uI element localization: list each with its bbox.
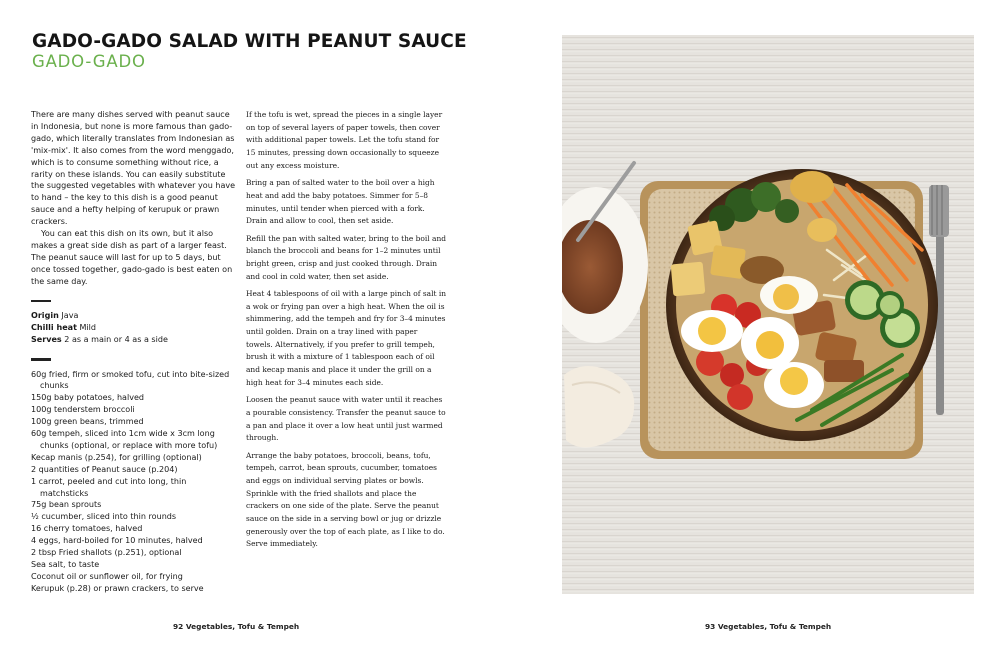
method-step: Bring a pan of salted water to the boil over a high heat and add the baby potatoes. Simmer for 5–8 minutes, until tender when pierced with a fork. Drain and allow to cool, then set aside. [246, 178, 435, 226]
section-divider [31, 358, 51, 361]
method-step: Arrange the baby potatoes, broccoli, beans, tofu, tempeh, carrot, bean sprouts, cucumber, tomatoes and eggs on individual serving plates or bowls. Sprinkle with the fried shallots and place the crackers on one side of the plate. Serve the peanut sauce on the side in a serving bowl or jug or drizzle generously over the top of each plate, as I like to do. Serve immediately. [246, 450, 445, 549]
ingredient-item: 75g bean sprouts [31, 500, 102, 510]
method-step: Refill the pan with salted water, bring to the boil and blanch the broccoli and beans for 1–2 minutes until bright green, crisp and just cooked through. Drain and cool in cold water, then set aside. [246, 233, 446, 281]
gado-gado-bowl-illustration [562, 35, 974, 594]
ingredient-item: Sea salt, to taste [31, 560, 100, 569]
intro-column [31, 109, 236, 595]
meta-origin-value: Java [61, 311, 79, 321]
recipe-subtitle: GADO-GADO [32, 52, 146, 71]
method-step: Heat 4 tablespoons of oil with a large pinch of salt in a wok or frying pan over a high heat. When the oil is shimmering, add the tempeh and fry for 3–4 minutes until golden. Drain on a tray lined with paper towels. Alternatively, if you prefer to grill tempeh, brush it with a mixture of 1 tablespoon each of oil and kecap manis and place it under the grill on a high heat for 3–4 minutes each side. [246, 288, 447, 387]
meta-chilli-label: Chilli heat [31, 323, 77, 333]
meta-serves-label: Serves [31, 335, 62, 344]
ingredient-item: 60g tempeh, sliced into 1cm wide x 3cm long chunks (optional, or replace with more tofu) [31, 429, 218, 450]
ingredient-item: 16 cherry tomatoes, halved [31, 524, 143, 534]
method-step: Loosen the peanut sauce with water until it reaches a pourable consistency. Transfer the peanut sauce to a pan and place it over a low heat until just warmed through. [246, 395, 446, 443]
ingredient-item: 100g tenderstem broccoli [31, 405, 135, 415]
ingredient-item: 100g green beans, trimmed [31, 417, 144, 427]
intro-paragraph: You can eat this dish on its own, but it also makes a great side dish as part of a larger feast. The peanut sauce will last for up to 5 days, but once tossed together, gado-gado is best eaten on the same day. [31, 229, 233, 286]
meta-serves-value: 2 as a main or 4 as a side [64, 335, 168, 344]
meta-serves [31, 334, 236, 346]
meta-chilli-heat [31, 322, 236, 334]
ingredient-item: 1 carrot, peeled and cut into long, thin matchsticks [31, 476, 187, 498]
section-divider [31, 300, 51, 303]
method-step: If the tofu is wet, spread the pieces in a single layer on top of several layers of paper towels, then cover with additional paper towels. Let the tofu stand for 15 minutes, pressing down occasionally to squeeze out any excess moisture. [246, 110, 443, 170]
recipe-title: GADO-GADO SALAD WITH PEANUT SAUCE [32, 31, 467, 52]
meta-origin [31, 310, 236, 322]
intro-paragraph: There are many dishes served with peanut sauce in Indonesia, but none is more famous than gado-gado, which literally translates from Indonesian as 'mix-mix'. It also comes from the word menggado, which is to consume something without rice, a rarity on these islands. You can easily substitute the suggested vegetables with whatever you have to hand – the key to this dish is a good peanut sauce and a hefty helping of kerupuk or prawn crackers. [31, 110, 236, 227]
ingredient-item: 150g baby potatoes, halved [31, 393, 145, 403]
meta-chilli-value: Mild [79, 323, 97, 333]
meta-origin-label: Origin [31, 311, 59, 321]
ingredient-item: 4 eggs, hard-boiled for 10 minutes, halved [31, 536, 203, 546]
ingredient-list [31, 369, 236, 595]
ingredient-item: Coconut oil or sunflower oil, for frying [31, 571, 183, 581]
method-column [246, 109, 446, 556]
ingredient-item: Kecap manis (p.254), for grilling (optional) [31, 452, 202, 462]
ingredient-item: 60g fried, firm or smoked tofu, cut into bite-sized chunks [31, 369, 230, 391]
ingredient-item: 2 tbsp Fried shallots (p.251), optional [31, 548, 182, 558]
page-footer-left: 92 Vegetables, Tofu & Tempeh [173, 622, 300, 631]
page-footer-right: 93 Vegetables, Tofu & Tempeh [705, 622, 832, 631]
ingredient-item: ½ cucumber, sliced into thin rounds [31, 512, 177, 522]
ingredient-item: Kerupuk (p.28) or prawn crackers, to serve [31, 583, 204, 593]
dish-photo [562, 35, 974, 594]
ingredient-item: 2 quantities of Peanut sauce (p.204) [31, 464, 178, 474]
